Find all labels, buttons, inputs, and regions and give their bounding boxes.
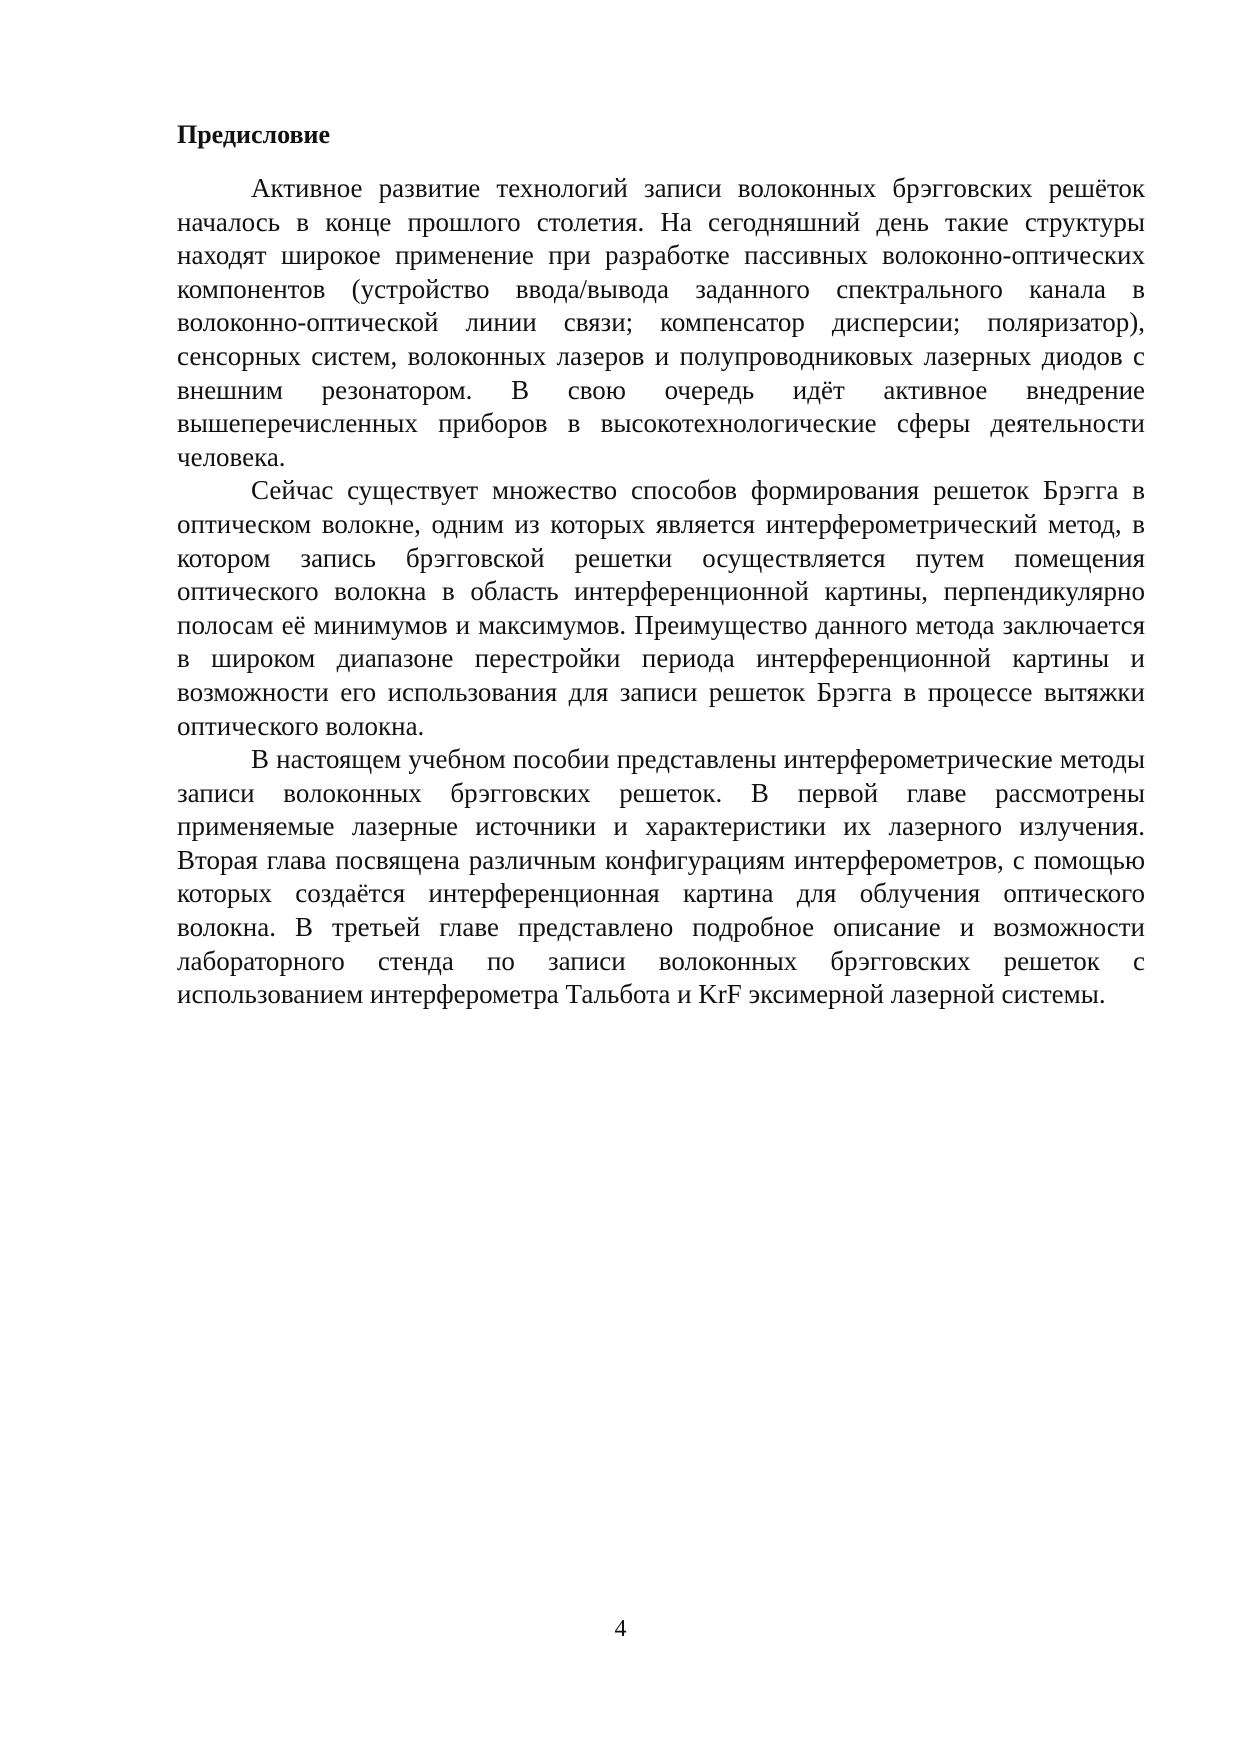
- page-number: 4: [614, 1616, 627, 1642]
- section-heading: Предисловие: [177, 120, 331, 149]
- paragraph-1: Активное развитие технологий записи волоконных брэгговских решёток началось в конце прошлого столетия. На сегодняшний день такие структуры находят широкое применение при разработке пассивных волоконно-оптических компонентов (устройство ввода/вывода заданного спектрального канала в волоконно-оптической линии связи; компенсатор дисперсии; поляризатор), сенсорных систем, волоконных лазеров и полупроводниковых лазерных диодов с внешним резонатором. В свою очередь идёт активное внедрение вышеперечисленных приборов в высокотехнологические сферы деятельности человека.: [177, 173, 1145, 472]
- page-content: [177, 118, 1145, 1012]
- paragraph-2: Сейчас существует множество способов формирования решеток Брэгга в оптическом волокне, одним из которых является интерферометрический метод, в котором запись брэгговской решетки осуществляется путем помещения оптического волокна в область интерференционной картины, перпендикулярно полосам её минимумов и максимумов. Преимущество данного метода заключается в широком диапазоне перестройки периода интерференционной картины и возможности его использования для записи решеток Брэгга в процессе вытяжки оптического волокна.: [177, 475, 1145, 741]
- paragraph-3: В настоящем учебном пособии представлены интерферометрические методы записи волоконных брэгговских решеток. В первой главе рассмотрены применяемые лазерные источники и характеристики их лазерного излучения. Вторая глава посвящена различным конфигурациям интерферометров, с помощью которых создаётся интерференционная картина для облучения оптического волокна. В третьей главе представлено подробное описание и возможности лабораторного стенда по записи волоконных брэгговских решеток с использованием интерферометра Тальбота и KrF эксимерной лазерной системы.: [177, 744, 1145, 1010]
